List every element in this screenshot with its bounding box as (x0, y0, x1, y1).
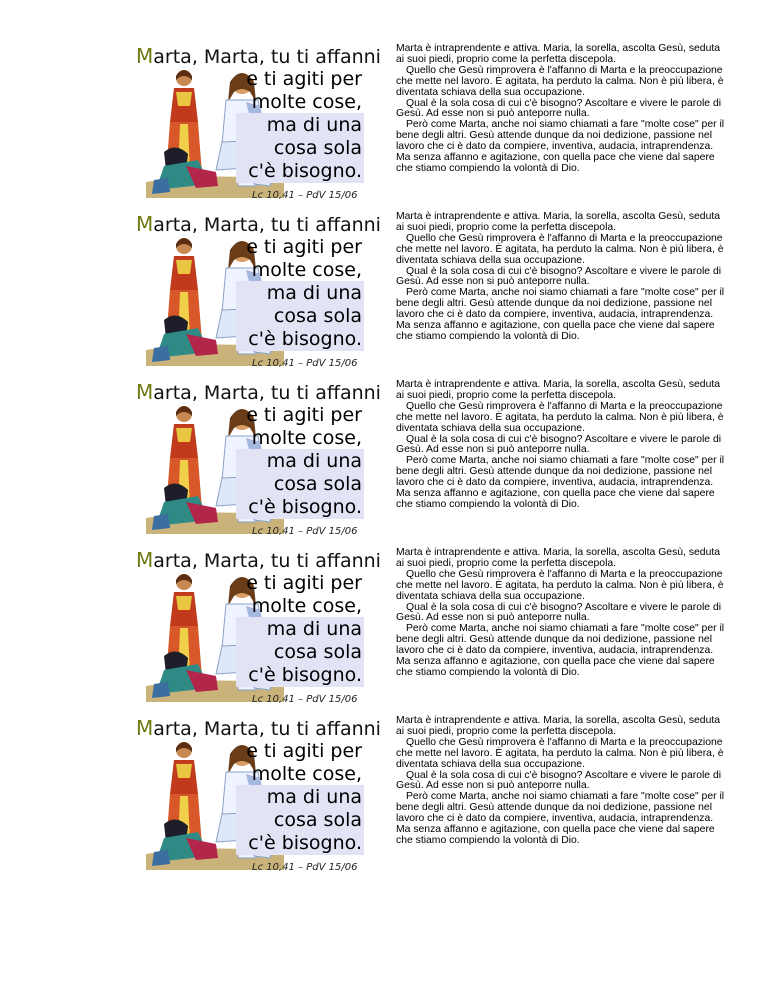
commentary (396, 44, 726, 175)
commentary (396, 380, 726, 511)
quote-line-3: molte cose, (251, 763, 362, 785)
card (0, 712, 768, 880)
commentary-p2: Quello che Gesù rimprovera è l'affanno di Marta e la preoccupazione che mette nel lavoro. È agitata, ha perduto la calma. Non è più libera, è diventata schiava della sua occupazione. (396, 568, 724, 602)
commentary-p3: Qual è la sola cosa di cui c'è bisogno? Ascoltare e vivere le parole di Gesù. Ad esse non si può anteporre nulla. (396, 97, 722, 120)
commentary-p1: Marta è intraprendente e attiva. Maria, la sorella, ascolta Gesù, seduta ai suoi piedi, proprio come la perfetta discepola. (396, 379, 721, 401)
quote-line-1: Marta, Marta, tu ti affanni (136, 716, 381, 740)
quote-line-2: e ti agiti per (246, 740, 362, 762)
quote-line-3: molte cose, (251, 259, 362, 281)
quote-block (136, 212, 381, 372)
quote-line-2: e ti agiti per (246, 404, 362, 426)
commentary-p2: Quello che Gesù rimprovera è l'affanno di Marta e la preoccupazione che mette nel lavoro. È agitata, ha perduto la calma. Non è più libera, è diventata schiava della sua occupazione. (396, 64, 724, 98)
quote-line-2: e ti agiti per (246, 68, 362, 90)
quote-line-2: e ti agiti per (246, 572, 362, 594)
quote-line-1: Marta, Marta, tu ti affanni (136, 212, 381, 236)
commentary-p1: Marta è intraprendente e attiva. Maria, la sorella, ascolta Gesù, seduta ai suoi piedi, proprio come la perfetta discepola. (396, 547, 721, 569)
quote-block (136, 716, 381, 876)
quote-block (136, 548, 381, 708)
quote-line-4: ma di una (266, 618, 362, 640)
quote-line-1: Marta, Marta, tu ti affanni (136, 380, 381, 404)
quote-line-3: molte cose, (251, 91, 362, 113)
commentary-p5: Ma senza affanno e agitazione, con quella pace che viene dal sapere che stiamo compiendo la volontà di Dio. (396, 152, 715, 174)
bible-reference: Lc 10,41 – PdV 15/06 (252, 694, 358, 705)
commentary-p2: Quello che Gesù rimprovera è l'affanno di Marta e la preoccupazione che mette nel lavoro. È agitata, ha perduto la calma. Non è più libera, è diventata schiava della sua occupazione. (396, 232, 724, 266)
quote-line-6: c'è bisogno. (248, 832, 362, 854)
quote-line-3: molte cose, (251, 595, 362, 617)
commentary-p5: Ma senza affanno e agitazione, con quella pace che viene dal sapere che stiamo compiendo la volontà di Dio. (396, 656, 715, 678)
card (0, 40, 768, 208)
quote-line-6: c'è bisogno. (248, 664, 362, 686)
commentary (396, 716, 726, 847)
quote-line-5: cosa sola (273, 809, 362, 831)
bible-reference: Lc 10,41 – PdV 15/06 (252, 190, 358, 201)
quote-block (136, 380, 381, 540)
quote-line-1: Marta, Marta, tu ti affanni (136, 44, 381, 68)
quote-line-3: molte cose, (251, 427, 362, 449)
quote-line-4: ma di una (266, 114, 362, 136)
commentary-p5: Ma senza affanno e agitazione, con quella pace che viene dal sapere che stiamo compiendo la volontà di Dio. (396, 320, 715, 342)
card (0, 544, 768, 712)
quote-line-4: ma di una (266, 786, 362, 808)
quote-line-4: ma di una (266, 282, 362, 304)
commentary-p3: Qual è la sola cosa di cui c'è bisogno? Ascoltare e vivere le parole di Gesù. Ad esse non si può anteporre nulla. (396, 265, 722, 288)
commentary-p1: Marta è intraprendente e attiva. Maria, la sorella, ascolta Gesù, seduta ai suoi piedi, proprio come la perfetta discepola. (396, 211, 721, 233)
commentary-p2: Quello che Gesù rimprovera è l'affanno di Marta e la preoccupazione che mette nel lavoro. È agitata, ha perduto la calma. Non è più libera, è diventata schiava della sua occupazione. (396, 736, 724, 770)
quote-block (136, 44, 381, 204)
commentary-p4: Però come Marta, anche noi siamo chiamati a fare "molte cose" per il bene degli altri. Gesù attende dunque da noi dedizione, passione nel lavoro che ci è dato da compiere, inventiva, audacia, intraprendenza. (396, 791, 725, 825)
commentary-p1: Marta è intraprendente e attiva. Maria, la sorella, ascolta Gesù, seduta ai suoi piedi, proprio come la perfetta discepola. (396, 43, 721, 65)
bible-reference: Lc 10,41 – PdV 15/06 (252, 358, 358, 369)
card (0, 376, 768, 544)
commentary-p3: Qual è la sola cosa di cui c'è bisogno? Ascoltare e vivere le parole di Gesù. Ad esse non si può anteporre nulla. (396, 433, 722, 456)
quote-line-5: cosa sola (273, 473, 362, 495)
quote-line-6: c'è bisogno. (248, 160, 362, 182)
quote-line-1: Marta, Marta, tu ti affanni (136, 548, 381, 572)
commentary (396, 548, 726, 679)
commentary-p4: Però come Marta, anche noi siamo chiamati a fare "molte cose" per il bene degli altri. Gesù attende dunque da noi dedizione, passione nel lavoro che ci è dato da compiere, inventiva, audacia, intraprendenza. (396, 455, 725, 489)
bible-reference: Lc 10,41 – PdV 15/06 (252, 526, 358, 537)
bible-reference: Lc 10,41 – PdV 15/06 (252, 862, 358, 873)
quote-line-6: c'è bisogno. (248, 328, 362, 350)
commentary-p5: Ma senza affanno e agitazione, con quella pace che viene dal sapere che stiamo compiendo la volontà di Dio. (396, 488, 715, 510)
commentary-p3: Qual è la sola cosa di cui c'è bisogno? Ascoltare e vivere le parole di Gesù. Ad esse non si può anteporre nulla. (396, 601, 722, 624)
commentary-p5: Ma senza affanno e agitazione, con quella pace che viene dal sapere che stiamo compiendo la volontà di Dio. (396, 824, 715, 846)
commentary-p1: Marta è intraprendente e attiva. Maria, la sorella, ascolta Gesù, seduta ai suoi piedi, proprio come la perfetta discepola. (396, 715, 721, 737)
commentary-p2: Quello che Gesù rimprovera è l'affanno di Marta e la preoccupazione che mette nel lavoro. È agitata, ha perduto la calma. Non è più libera, è diventata schiava della sua occupazione. (396, 400, 724, 434)
card (0, 208, 768, 376)
quote-line-2: e ti agiti per (246, 236, 362, 258)
commentary (396, 212, 726, 343)
commentary-p4: Però come Marta, anche noi siamo chiamati a fare "molte cose" per il bene degli altri. Gesù attende dunque da noi dedizione, passione nel lavoro che ci è dato da compiere, inventiva, audacia, intraprendenza. (396, 119, 725, 153)
quote-line-6: c'è bisogno. (248, 496, 362, 518)
commentary-p4: Però come Marta, anche noi siamo chiamati a fare "molte cose" per il bene degli altri. Gesù attende dunque da noi dedizione, passione nel lavoro che ci è dato da compiere, inventiva, audacia, intraprendenza. (396, 623, 725, 657)
commentary-p3: Qual è la sola cosa di cui c'è bisogno? Ascoltare e vivere le parole di Gesù. Ad esse non si può anteporre nulla. (396, 769, 722, 792)
commentary-p4: Però come Marta, anche noi siamo chiamati a fare "molte cose" per il bene degli altri. Gesù attende dunque da noi dedizione, passione nel lavoro che ci è dato da compiere, inventiva, audacia, intraprendenza. (396, 287, 725, 321)
quote-line-4: ma di una (266, 450, 362, 472)
quote-line-5: cosa sola (273, 641, 362, 663)
quote-line-5: cosa sola (273, 305, 362, 327)
quote-line-5: cosa sola (273, 137, 362, 159)
